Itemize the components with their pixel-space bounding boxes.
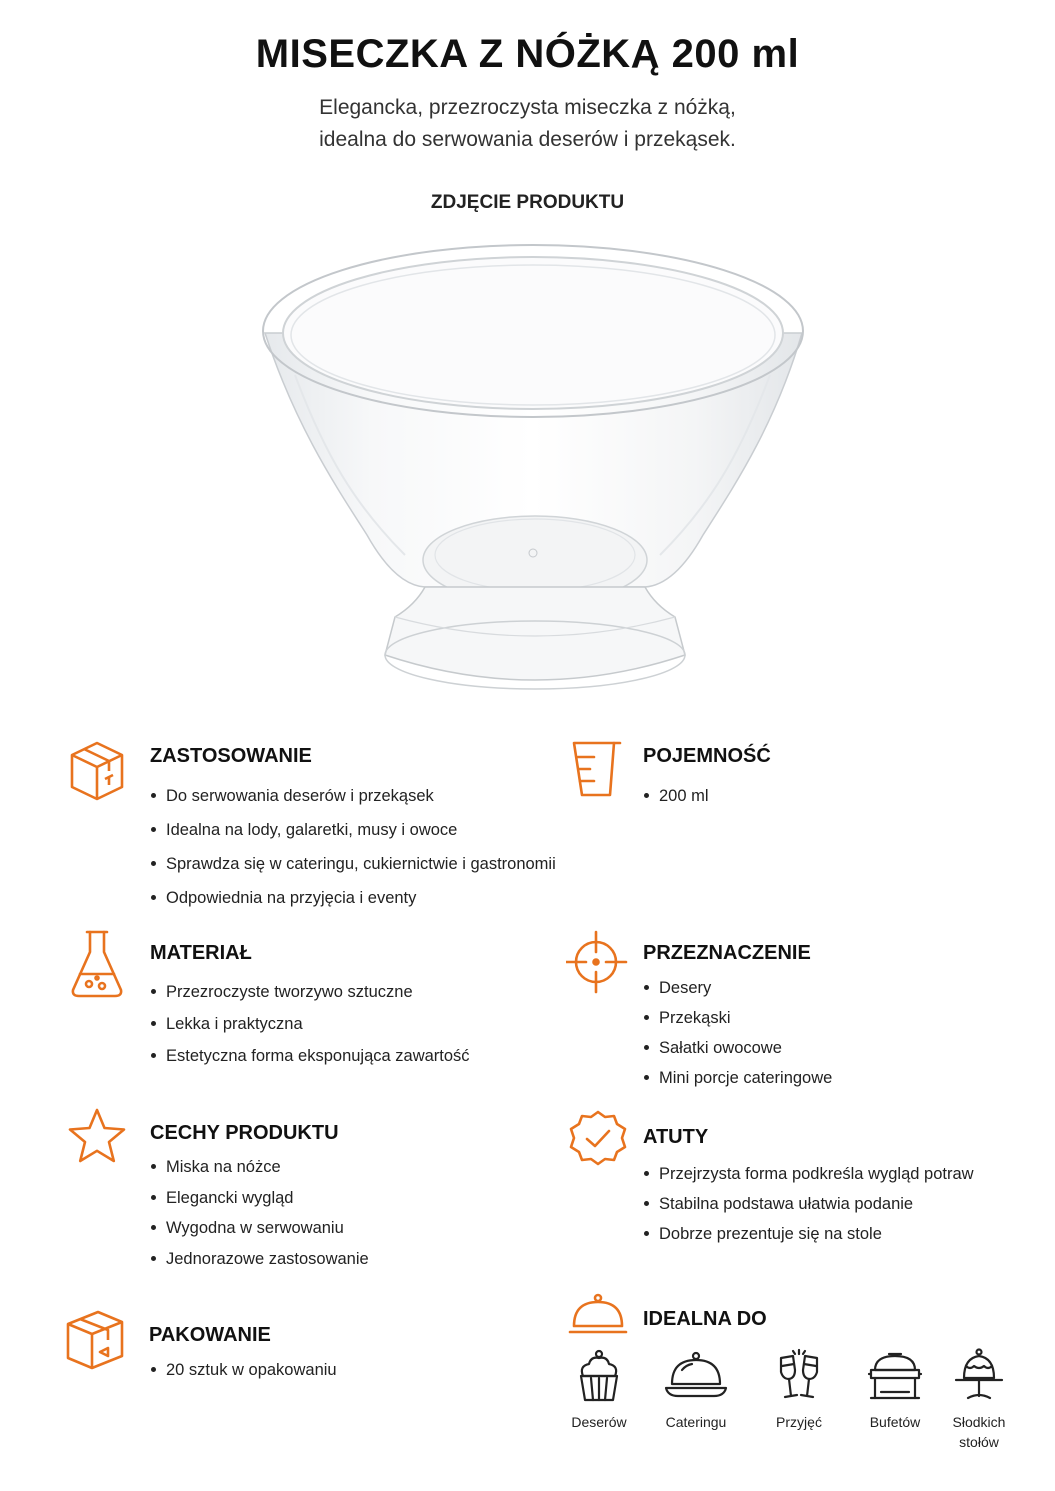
list-item: Sprawdza się w cateringu, cukiernictwie i gastronomii (150, 847, 556, 881)
list-item: Odpowiednia na przyjęcia i eventy (150, 881, 556, 915)
list-item: Wygodna w serwowaniu (150, 1213, 369, 1244)
list-item: Sałatki owocowe (643, 1033, 832, 1063)
section-atuty (566, 1108, 1036, 1258)
section-title: IDEALNA DO (643, 1308, 767, 1330)
list-item: Miska na nóżce (150, 1152, 369, 1183)
section-list (150, 1152, 369, 1274)
cake-stand-icon (952, 1348, 1006, 1404)
ideal-item-label: Przyjęć (776, 1414, 822, 1430)
list-item: Stabilna podstawa ułatwia podanie (643, 1189, 974, 1219)
section-title: PAKOWANIE (149, 1324, 271, 1346)
section-list (150, 779, 556, 915)
list-item: Przekąski (643, 1003, 832, 1033)
section-list (643, 973, 832, 1093)
section-material (67, 928, 547, 1078)
section-title: CECHY PRODUKTU (150, 1122, 339, 1144)
ideal-item-deserow (554, 1348, 644, 1432)
section-list (150, 976, 470, 1072)
section-przeznaczenie (566, 928, 1036, 1098)
list-item: 200 ml (643, 779, 709, 813)
list-item: Przezroczyste tworzywo sztuczne (150, 976, 470, 1008)
section-list (643, 1159, 974, 1249)
list-item: Estetyczna forma eksponująca zawartość (150, 1040, 470, 1072)
flask-icon (67, 928, 127, 998)
chafing-dish-icon (867, 1348, 923, 1404)
cupcake-icon (573, 1348, 625, 1404)
ideal-item-bufetow (850, 1348, 940, 1432)
section-title: ATUTY (643, 1126, 709, 1148)
list-item: Do serwowania deserów i przekąsek (150, 779, 556, 813)
subtitle-line-2: idealna do serwowania deserów i przekąsek. (319, 128, 736, 151)
ideal-item-label: Cateringu (665, 1414, 727, 1430)
ideal-item-slodkich-stolow (934, 1348, 1024, 1452)
ideal-item-label: Bufetów (869, 1414, 921, 1430)
measuring-cup-icon (568, 735, 628, 805)
subtitle-line-1: Elegancka, przezroczysta miseczka z nóżką, (319, 96, 736, 119)
section-title: ZASTOSOWANIE (150, 745, 312, 767)
section-zastosowanie (67, 735, 556, 915)
list-item: Lekka i praktyczna (150, 1008, 470, 1040)
page-title: MISECZKA Z NÓŻKĄ 200 ml (255, 32, 800, 76)
cloche-icon (566, 1292, 630, 1342)
list-item: Desery (643, 973, 832, 1003)
section-pojemnosc (568, 735, 1028, 815)
list-item: Dobrze prezentuje się na stole (643, 1219, 974, 1249)
list-item: Mini porcje cateringowe (643, 1063, 832, 1093)
ideal-item-label: Deserów (571, 1414, 627, 1430)
badge-check-icon (566, 1108, 630, 1178)
ideal-item-label-line1: Słodkich (952, 1414, 1006, 1430)
target-icon (566, 928, 630, 998)
ideal-item-cateringu (651, 1348, 741, 1432)
list-item: Jednorazowe zastosowanie (150, 1244, 369, 1275)
list-item: Elegancki wygląd (150, 1183, 369, 1214)
serving-dish-icon (664, 1348, 728, 1404)
photo-label: ZDJĘCIE PRODUKTU (430, 192, 625, 213)
section-title: MATERIAŁ (150, 942, 252, 964)
list-item: 20 sztuk w opakowaniu (150, 1355, 337, 1385)
section-cechy (67, 1106, 547, 1276)
product-photo (255, 235, 815, 705)
star-icon (67, 1106, 127, 1176)
page-subtitle (0, 92, 1055, 156)
list-item: Idealna na lody, galaretki, musy i owoce (150, 813, 556, 847)
section-list (150, 1355, 337, 1385)
champagne-glasses-icon (773, 1348, 825, 1404)
box-icon (67, 735, 127, 805)
section-list (643, 779, 709, 813)
section-title: PRZEZNACZENIE (643, 942, 811, 964)
list-item: Przejrzysta forma podkreśla wygląd potraw (643, 1159, 974, 1189)
package-icon (64, 1304, 126, 1374)
section-title: POJEMNOŚĆ (643, 745, 771, 767)
ideal-item-label-line2: stołów (959, 1434, 999, 1450)
section-pakowanie (64, 1304, 544, 1394)
ideal-item-przyjec (754, 1348, 844, 1432)
